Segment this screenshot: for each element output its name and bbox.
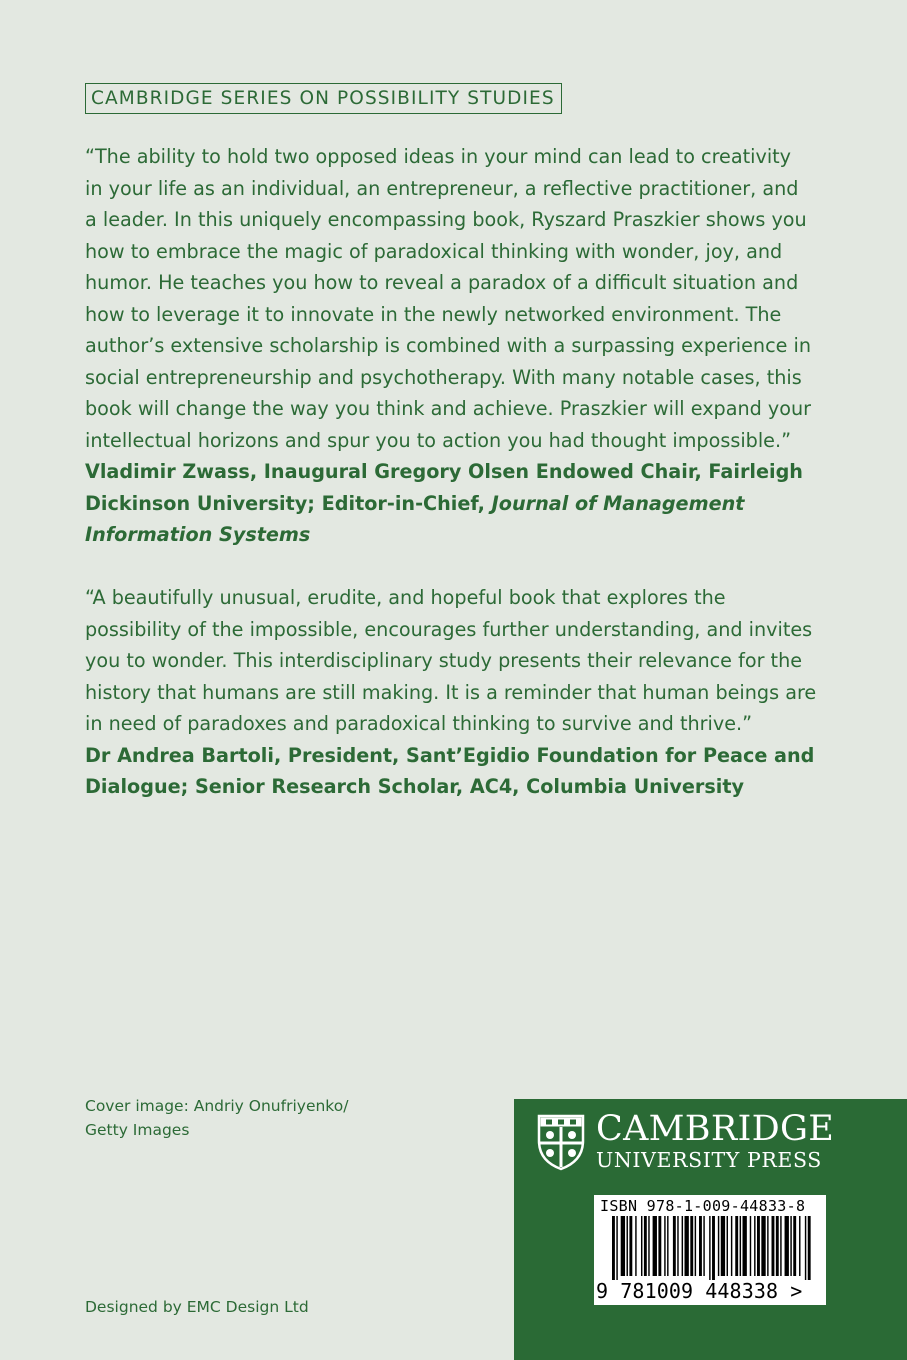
barcode-bar [695,1216,696,1276]
barcode-bar [627,1216,628,1276]
endorsement-quote-1 [85,141,815,551]
barcode-bar [808,1216,811,1280]
barcode-bar [761,1216,765,1276]
quote-line: how to leverage it to innovate in the newly networked environment. The [85,302,782,326]
publisher-name [596,1111,834,1172]
endorsement-quote-2 [85,582,815,803]
barcode-bar [699,1216,702,1276]
cover-credit-line: Getty Images [85,1121,190,1139]
barcode-bar [712,1216,715,1280]
endorser-attribution: Dialogue; Senior Research Scholar, AC4, Columbia University [85,775,745,798]
barcode-bar [776,1216,779,1276]
barcode-bar [682,1216,683,1276]
barcode-bar [731,1216,732,1276]
quote-line: social entrepreneurship and psychotherapy. With many notable cases, this [85,365,802,389]
barcode-bar [648,1216,649,1276]
barcode-bar [772,1216,775,1276]
barcode-bar [757,1216,760,1276]
barcode-bar [664,1216,665,1276]
barcode-bar [799,1216,800,1276]
barcode-digits: 9 781009 448338 > [596,1279,803,1303]
endorser-attribution: Dr Andrea Bartoli, President, Sant’Egidio Foundation for Peace and [85,743,815,767]
publisher-name-line2: UNIVERSITY PRESS [596,1148,822,1172]
barcode-bar [612,1216,615,1280]
barcode-bars [598,1216,820,1280]
barcode-bar [754,1216,755,1276]
barcode-bar [616,1216,617,1280]
barcode-bar [667,1216,668,1276]
cambridge-crest-icon [536,1113,586,1171]
publisher-name-line1: CAMBRIDGE [596,1109,835,1149]
quote-line: in need of paradoxes and paradoxical thinking to survive and thrive.” [85,712,753,735]
quote-line: you to wonder. This interdisciplinary study presents their relevance for the [85,649,803,672]
barcode-bar [635,1216,636,1276]
barcode-bar [790,1216,791,1276]
series-title: CAMBRIDGE SERIES ON POSSIBILITY STUDIES [85,83,562,114]
barcode-bar [750,1216,751,1276]
barcode-bar [740,1216,741,1276]
barcode-bar [644,1216,647,1276]
quote-line: “A beautifully unusual, erudite, and hopeful book that explores the [85,586,726,609]
cover-image-credit [85,1094,348,1142]
barcode-bar [805,1216,806,1280]
quote-line: possibility of the impossible, encourages further understanding, and invites [85,617,813,641]
barcode-bar [743,1216,747,1276]
attribution-text: Dickinson University; Editor-in-Chief, [85,491,492,515]
quote-line: “The ability to hold two opposed ideas in your mind can lead to creativity [85,145,792,168]
quote-line: history that humans are still making. It is a reminder that human beings are [85,680,817,704]
journal-title: Journal of Management [491,491,745,515]
quote-line: author’s extensive scholarship is combined with a surpassing experience in [85,334,812,357]
quote-line: humor. He teaches you how to reveal a paradox of a difficult situation and [85,271,799,294]
quote-line: in your life as an individual, an entrepreneur, a reflective practitioner, and [85,176,799,200]
barcode-bar [767,1216,768,1276]
barcode-bar [690,1216,693,1276]
quote-line: book will change the way you think and achieve. Praszkier will expand your [85,397,812,420]
barcode-bar [785,1216,789,1276]
barcode-bar [621,1216,625,1276]
isbn-barcode [594,1195,826,1305]
barcode-bar [677,1216,678,1276]
quote-line: a leader. In this uniquely encompassing book, Ryszard Praszkier shows you [85,208,807,231]
journal-title: Information Systems [85,523,311,546]
isbn-label: ISBN 978-1-009-44833-8 [600,1197,806,1215]
barcode-bar [629,1216,632,1276]
barcode-bar [685,1216,689,1276]
barcode-bar [673,1216,676,1276]
barcode-bar [735,1216,738,1276]
barcode-bar [703,1216,704,1276]
barcode-bar [658,1216,661,1276]
designer-credit: Designed by EMC Design Ltd [85,1298,309,1316]
barcode-bar [727,1216,728,1276]
endorser-attribution [85,519,815,551]
publisher-panel [514,1099,907,1360]
quote-line: intellectual horizons and spur you to action you had thought impossible.” [85,428,792,452]
barcode-bar [721,1216,725,1276]
barcode-bar [709,1216,710,1280]
quote-line: how to embrace the magic of paradoxical thinking with wonder, joy, and [85,239,783,263]
barcode-bar [780,1216,781,1276]
barcode-bar [653,1216,657,1276]
barcode-bar [793,1216,796,1276]
endorser-attribution: Vladimir Zwass, Inaugural Gregory Olsen Endowed Chair, Fairleigh [85,460,803,483]
barcode-bar [641,1216,642,1276]
endorser-attribution [85,488,815,520]
barcode-bar [718,1216,719,1276]
cover-credit-line: Cover image: Andriy Onufriyenko/ [85,1097,349,1115]
